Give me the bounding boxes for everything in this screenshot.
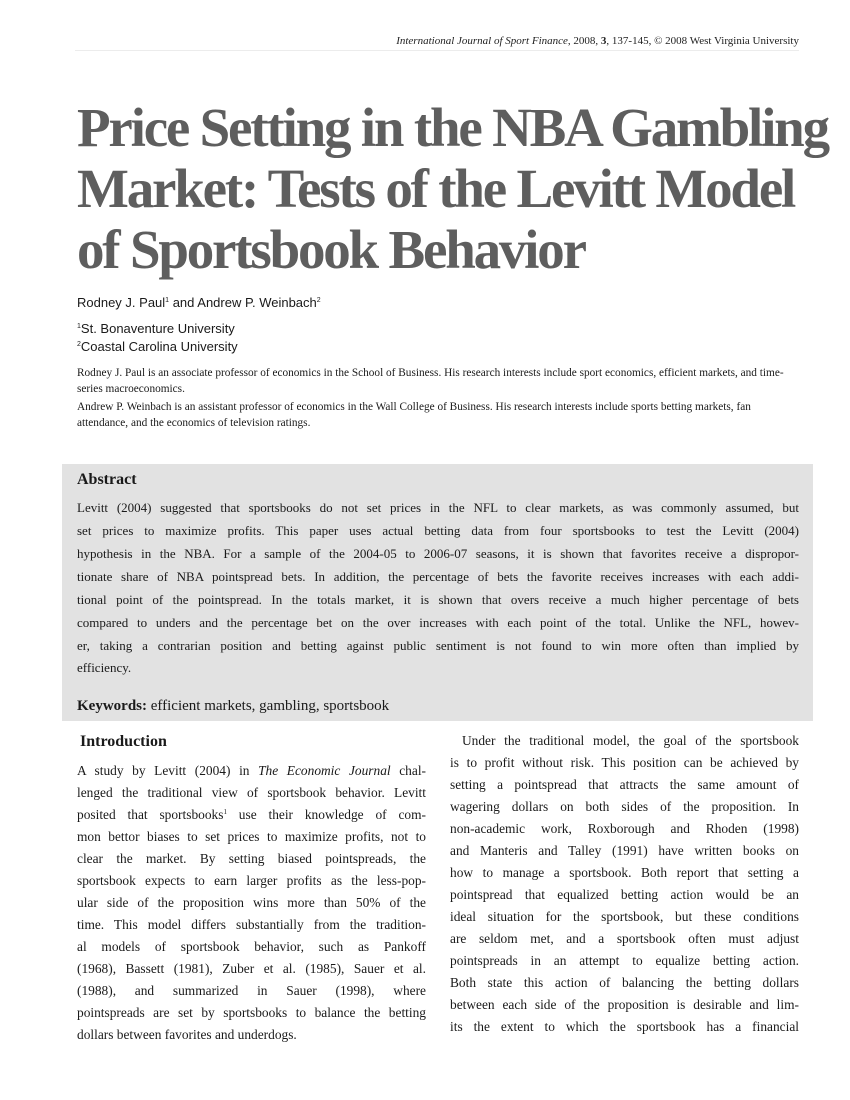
footnote-marker: 1 — [223, 808, 227, 816]
body-line: pointspreads are set by sportsbooks to balance the betting — [77, 1005, 426, 1020]
author-bio: Andrew P. Weinbach is an assistant professor of economics in the Wall College of Business. His research interests include sports betting markets, fan attendance, and the economics of television ratings. — [77, 401, 751, 429]
body-line: (1988), and summarized in Sauer (1998), where — [77, 983, 426, 998]
body-line: pointspread that equalized betting action would be an — [450, 887, 799, 902]
body-line: time. This model differs substantially from the tradition- — [77, 917, 426, 932]
body-line: wagering dollars on both sides of the proposition. In — [450, 799, 799, 814]
author-name: Andrew P. Weinbach — [197, 295, 317, 310]
journal-name: International Journal of Sport Finance — [396, 35, 568, 47]
affiliation-marker: 2 — [316, 297, 321, 304]
paper-title — [77, 97, 828, 280]
body-line: sportsbook expects to earn larger profits as the less-pop- — [77, 873, 426, 888]
abstract-line: tionate share of NBA pointspread bets. In addition, the percentage of bets the favorite receives increases with each addi- — [77, 569, 799, 584]
body-line: (1968), Bassett (1981), Zuber et al. (1985), Sauer et al. — [77, 961, 426, 976]
author-conjunction: and — [169, 295, 198, 310]
abstract-heading: Abstract — [77, 471, 137, 488]
author-bio: Rodney J. Paul is an associate professor of economics in the School of Business. His research interests include sport economics, efficient markets, and time-series macroeconomics. — [77, 367, 784, 395]
body-line: are seldom met, and a sportsbook often must adjust — [450, 931, 799, 946]
abstract-line: er, taking a contrarian position and betting against public sentiment is not found to win more often than implied by — [77, 638, 799, 653]
body-line: its the extent to which the sportsbook has a financial — [450, 1019, 799, 1034]
body-line: dollars between favorites and underdogs. — [77, 1027, 297, 1042]
keywords-label: Keywords: — [77, 698, 147, 714]
abstract-line: Levitt (2004) suggested that sportsbooks do not set prices in the NFL to clear markets, as was commonly assumed, but — [77, 500, 799, 515]
affiliation-name: St. Bonaventure University — [80, 321, 235, 336]
journal-pages: , 137-145, © 2008 West Virginia University — [606, 35, 799, 47]
body-line: pointspreads in an attempt to equalize betting action. — [450, 953, 799, 968]
body-line: Both state this action of balancing the betting dollars — [450, 975, 799, 990]
abstract-line: set prices to maximize profits. This paper uses actual betting data from four sportsbooks to test the Levitt (2004) — [77, 523, 799, 538]
header-rule — [75, 50, 799, 51]
body-line: ideal situation for the sportsbook, but these conditions — [450, 909, 799, 924]
keywords — [77, 698, 389, 715]
body-line: lenged the traditional view of sportsbook behavior. Levitt — [77, 785, 426, 800]
affiliation-marker: 1 — [165, 297, 170, 304]
running-head — [0, 35, 799, 47]
keywords-text: efficient markets, gambling, sportsbook — [147, 698, 390, 714]
journal-title-italic: The Economic Journal — [258, 763, 391, 778]
journal-volume: 3 — [600, 35, 607, 47]
body-line: and Manteris and Talley (1991) have written books on — [450, 843, 799, 858]
body-line: ular side of the proposition wins more than 50% of the — [77, 895, 426, 910]
body-line: setting a pointspread that attracts the same amount of — [450, 777, 799, 792]
abstract-line: compared to unders and the percentage bet on the over increases with each point of the total. Unlike the NFL, howev- — [77, 615, 799, 630]
body-line: A study by Levitt (2004) in The Economic Journal chal- — [77, 763, 426, 778]
affiliation-marker: 1 — [77, 323, 81, 330]
author-list — [77, 295, 321, 310]
section-heading-introduction: Introduction — [80, 733, 167, 750]
body-line: non-academic work, Roxborough and Rhoden (1998) — [450, 821, 799, 836]
body-line: mon bettor biases to set prices to maximize profits, not to — [77, 829, 426, 844]
abstract-line: tional point of the pointspread. In the totals market, it is shown that overs receive a much higher percentage of bets — [77, 592, 799, 607]
body-line: clear the market. By setting biased pointspreads, the — [77, 851, 426, 866]
title-line: Market: Tests of the Levitt Model — [77, 158, 795, 219]
body-line: al models of sportsbook behavior, such as Pankoff — [77, 939, 426, 954]
abstract-line: hypothesis in the NBA. For a sample of the 2004-05 to 2006-07 seasons, it is shown that favorites receive a dispropor- — [77, 546, 799, 561]
title-line: of Sportsbook Behavior — [77, 219, 585, 280]
abstract-line: efficiency. — [77, 660, 132, 675]
body-line: between each side of the proposition is desirable and lim- — [450, 997, 799, 1012]
body-line: Under the traditional model, the goal of the sportsbook — [462, 733, 799, 748]
author-name: Rodney J. Paul — [77, 295, 166, 310]
affiliation-name: Coastal Carolina University — [80, 339, 238, 354]
affiliation — [77, 339, 238, 354]
affiliation — [77, 321, 235, 336]
title-line: Price Setting in the NBA Gambling — [77, 97, 828, 158]
body-line: is to profit without risk. This position can be achieved by — [450, 755, 799, 770]
body-line: posited that sportsbooks$^1$ use their knowledge of com- — [77, 807, 426, 822]
journal-year: , 2008, — [567, 35, 601, 47]
body-line: how to manage a sportsbook. Both report that setting a — [450, 865, 799, 880]
affiliation-marker: 2 — [77, 341, 81, 348]
